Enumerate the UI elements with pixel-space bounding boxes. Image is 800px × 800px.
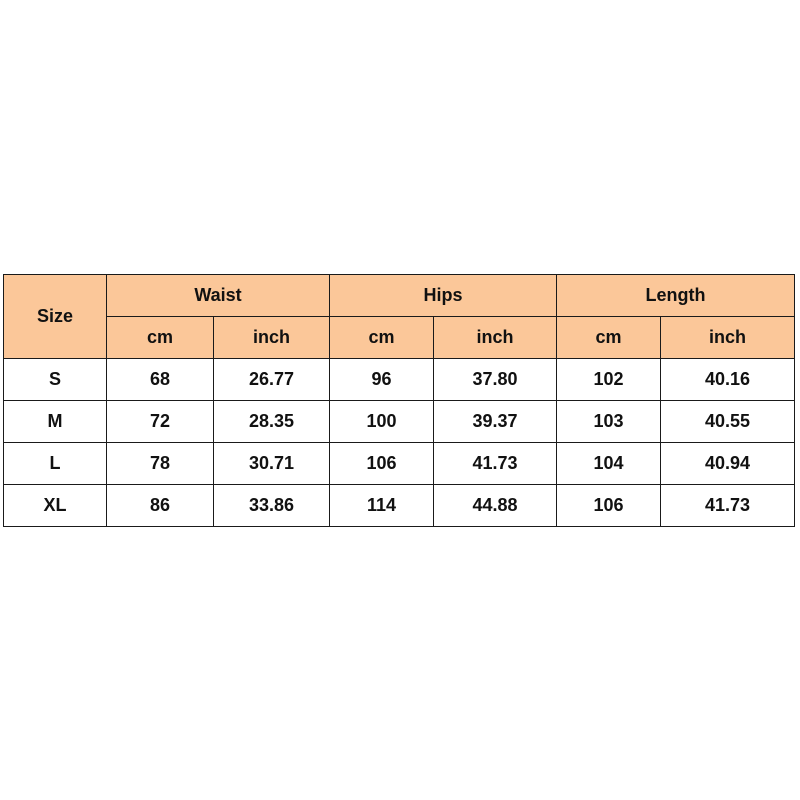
waist-inch-cell: 33.86: [214, 485, 330, 527]
hips-cm-header: cm: [330, 317, 434, 359]
table-row: [4, 443, 795, 485]
length-inch-header: inch: [661, 317, 795, 359]
hips-inch-header: inch: [434, 317, 557, 359]
header-group-row: [4, 275, 795, 317]
header-unit-row: [4, 317, 795, 359]
hips-cm-cell: 114: [330, 485, 434, 527]
length-inch-cell: 40.16: [661, 359, 795, 401]
hips-inch-cell: 44.88: [434, 485, 557, 527]
size-cell: XL: [4, 485, 107, 527]
waist-inch-header: inch: [214, 317, 330, 359]
hips-inch-cell: 39.37: [434, 401, 557, 443]
hips-inch-cell: 41.73: [434, 443, 557, 485]
waist-inch-cell: 30.71: [214, 443, 330, 485]
table-row: [4, 485, 795, 527]
size-cell: M: [4, 401, 107, 443]
length-cm-cell: 104: [557, 443, 661, 485]
waist-cm-cell: 72: [107, 401, 214, 443]
size-chart-header: [4, 275, 795, 359]
waist-group-header: Waist: [107, 275, 330, 317]
size-chart-table: [3, 274, 795, 527]
hips-inch-cell: 37.80: [434, 359, 557, 401]
length-inch-cell: 40.55: [661, 401, 795, 443]
size-cell: S: [4, 359, 107, 401]
length-cm-header: cm: [557, 317, 661, 359]
waist-cm-header: cm: [107, 317, 214, 359]
size-cell: L: [4, 443, 107, 485]
length-cm-cell: 106: [557, 485, 661, 527]
table-row: [4, 359, 795, 401]
waist-inch-cell: 26.77: [214, 359, 330, 401]
hips-cm-cell: 100: [330, 401, 434, 443]
size-chart-body: [4, 359, 795, 527]
hips-cm-cell: 96: [330, 359, 434, 401]
waist-cm-cell: 68: [107, 359, 214, 401]
waist-cm-cell: 78: [107, 443, 214, 485]
waist-cm-cell: 86: [107, 485, 214, 527]
hips-group-header: Hips: [330, 275, 557, 317]
length-inch-cell: 41.73: [661, 485, 795, 527]
size-column-header: Size: [4, 275, 107, 359]
length-group-header: Length: [557, 275, 795, 317]
hips-cm-cell: 106: [330, 443, 434, 485]
length-inch-cell: 40.94: [661, 443, 795, 485]
length-cm-cell: 102: [557, 359, 661, 401]
waist-inch-cell: 28.35: [214, 401, 330, 443]
length-cm-cell: 103: [557, 401, 661, 443]
table-row: [4, 401, 795, 443]
